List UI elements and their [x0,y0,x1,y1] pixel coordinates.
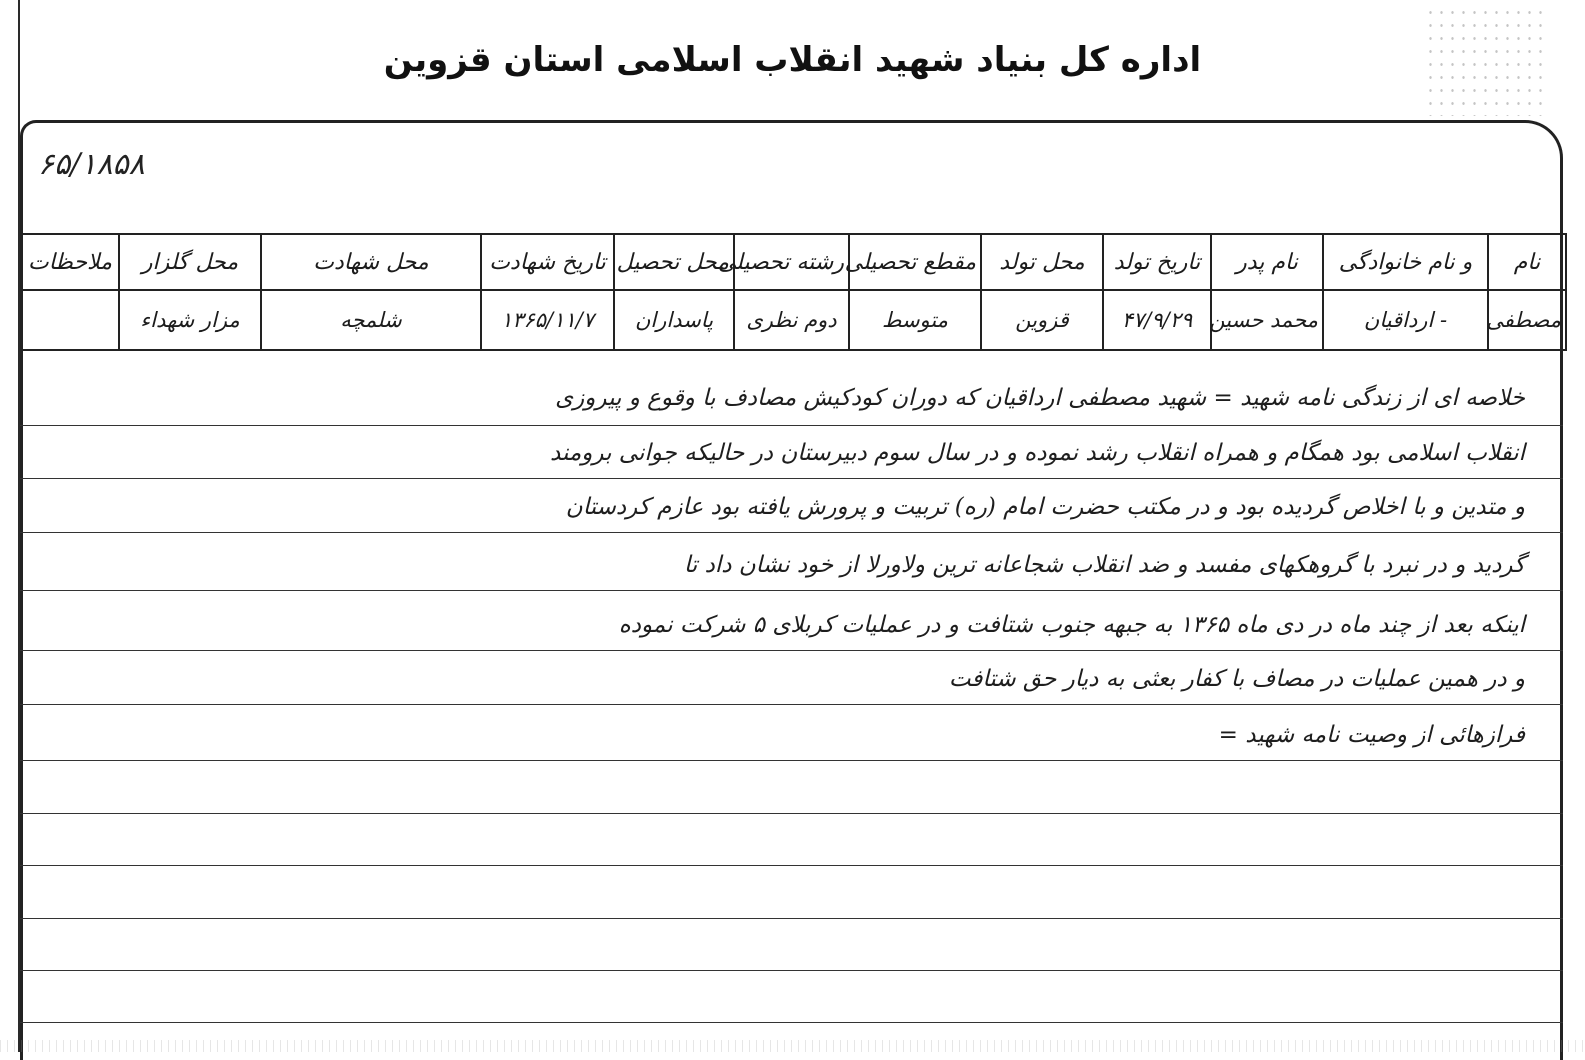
cell-first-name: مصطفی [1488,290,1566,350]
cell-education-level: متوسط [849,290,981,350]
ruled-line [20,1022,1563,1023]
ruled-line [20,813,1563,814]
header-martyrdom-place: محل شهادت [261,234,481,290]
narrative-line: گردید و در نبرد با گروهکهای مفسد و ضد انقلاب شجاعانه ترین ولاورلا از خود نشان داد تا [683,552,1525,578]
cell-place-of-study: پاسداران [614,290,734,350]
reference-number: ۶۵/۱۸۵۸ [38,147,145,182]
ruled-line [20,478,1563,479]
narrative-line: و متدین و با اخلاص گردیده بود و در مکتب حضرت امام (ره) تربیت و پرورش یافته بود عازم کردستان [565,494,1525,520]
header-remarks: ملاحظات [21,234,119,290]
header-martyrdom-date: تاریخ شهادت [481,234,614,290]
cell-field-of-study: دوم نظری [734,290,849,350]
header-birth-place: محل تولد [981,234,1103,290]
ruled-line [20,425,1563,426]
ruled-line [20,704,1563,705]
cell-martyrdom-place: شلمچه [261,290,481,350]
ruled-line [20,650,1563,651]
header-field-of-study: رشته تحصیلی [734,234,849,290]
narrative-line: انقلاب اسلامی بود همگام و همراه انقلاب رشد نموده و در سال سوم دبیرستان در حالیکه جوانی برومند [549,440,1525,466]
martyr-info-table [20,233,1567,351]
cell-father-name: محمد حسین [1211,290,1323,350]
table-header-row [21,234,1566,290]
cell-burial-place: مزار شهداء [119,290,261,350]
cell-martyrdom-date: ۱۳۶۵/۱۱/۷ [481,290,614,350]
header-first-name: نام [1488,234,1566,290]
narrative-line: اینکه بعد از چند ماه در دی ماه ۱۳۶۵ به جبهه جنوب شتافت و در عملیات کربلای ۵ شرکت نموده [618,612,1525,638]
scan-noise [0,1040,1585,1052]
ruled-line [20,760,1563,761]
header-birth-date: تاریخ تولد [1103,234,1211,290]
narrative-line: فرازهائی از وصیت نامه شهید = [1218,722,1525,748]
ruled-line [20,590,1563,591]
header-place-of-study: محل تحصیل [614,234,734,290]
ruled-line [20,970,1563,971]
organization-title: اداره کل بنیاد شهید انقلاب اسلامی استان قزوین [383,40,1202,80]
cell-birth-date: ۴۷/۹/۲۹ [1103,290,1211,350]
narrative-line: خلاصه ای از زندگی نامه شهید = شهید مصطفی ارداقیان که دوران کودکیش مصادف با وقوع و پیروزی [555,385,1525,411]
header-education-level: مقطع تحصیلی [849,234,981,290]
cell-remarks [21,290,119,350]
ruled-line [20,532,1563,533]
header-last-name: و نام خانوادگی [1323,234,1488,290]
header-burial-place: محل گلزار [119,234,261,290]
table-row [21,290,1566,350]
ruled-line [20,865,1563,866]
header-father-name: نام پدر [1211,234,1323,290]
cell-last-name: - ارداقیان [1323,290,1488,350]
narrative-line: و در همین عملیات در مصاف با کفار بعثی به دیار حق شتافت [948,666,1525,692]
cell-birth-place: قزوین [981,290,1103,350]
ruled-line [20,918,1563,919]
